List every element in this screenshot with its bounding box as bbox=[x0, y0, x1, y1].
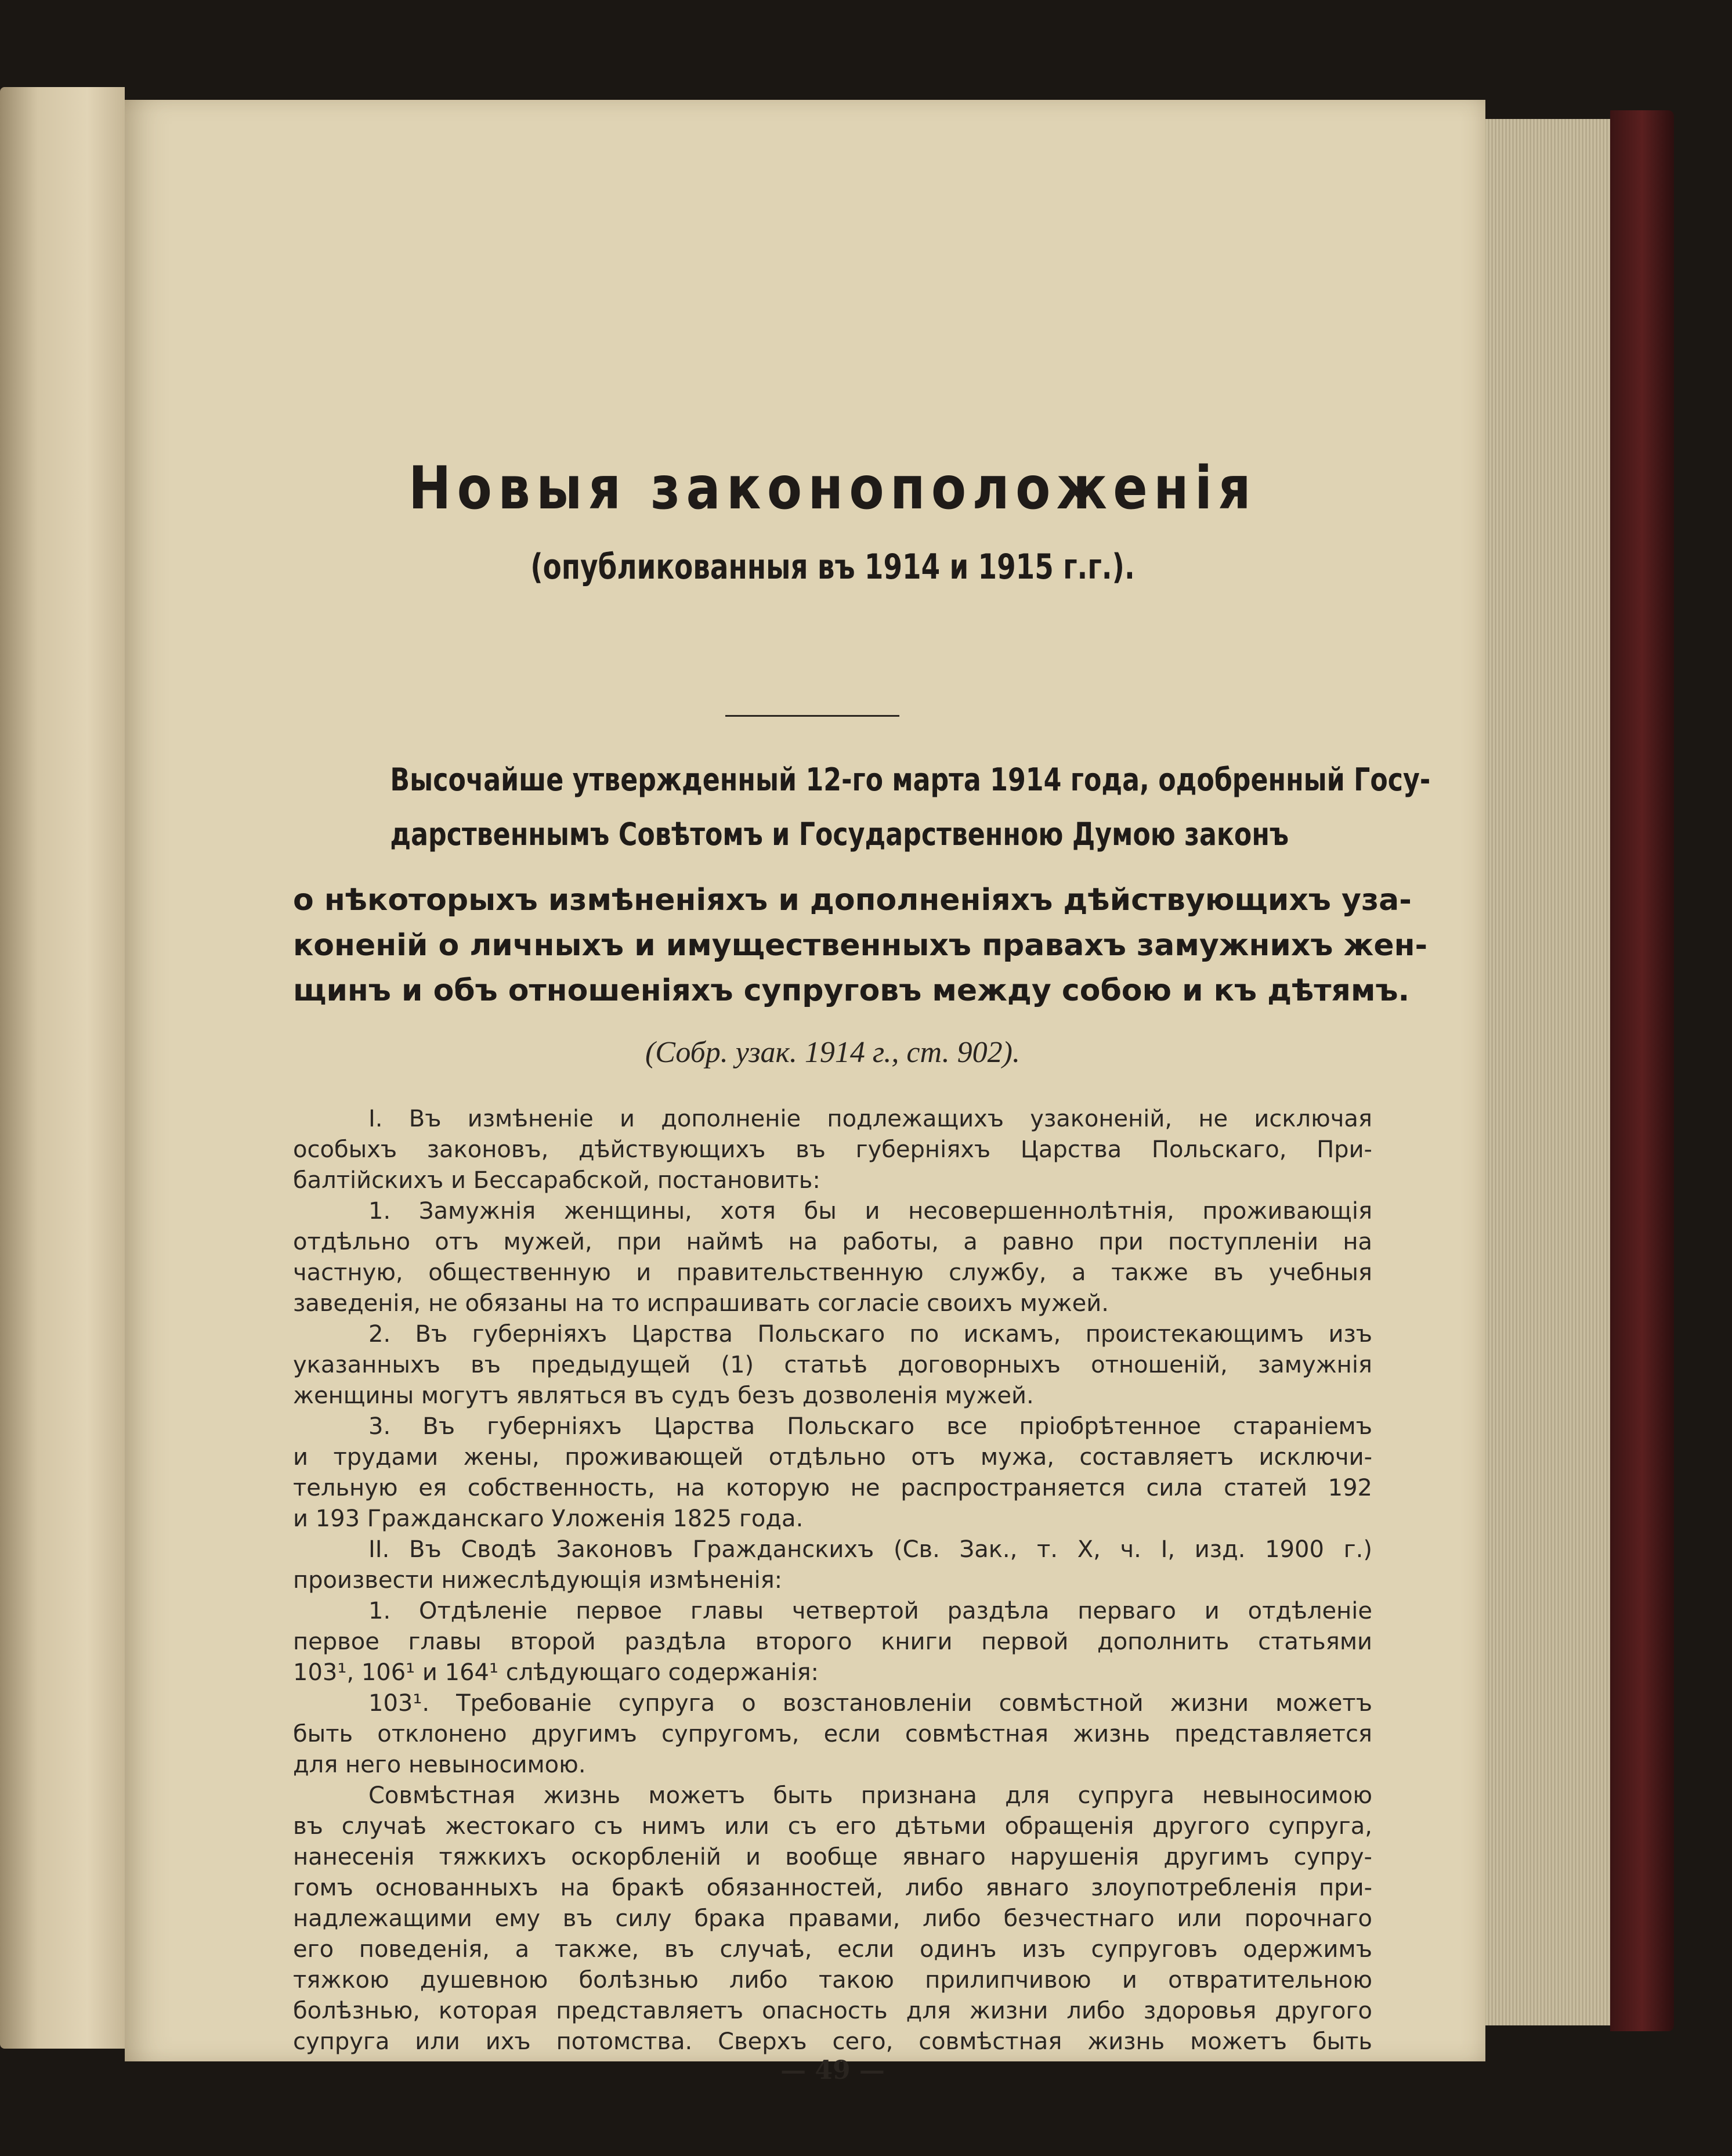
subject-line: о нѣкоторыхъ измѣненіяхъ и дополненіяхъ дѣйствующихъ уза- bbox=[293, 883, 1412, 918]
body-line: 1. Замужнія женщины, хотя бы и несовершеннолѣтнія, проживающія bbox=[368, 1198, 1372, 1225]
book-page bbox=[125, 100, 1485, 2085]
body-line: и трудами жены, проживающей отдѣльно отъ мужа, составляетъ исключи- bbox=[293, 1444, 1372, 1471]
body-line: женщины могутъ являться въ судъ безъ дозволенія мужей. bbox=[293, 1382, 1034, 1409]
body-line: произвести нижеслѣдующія измѣненія: bbox=[293, 1567, 783, 1594]
body-line: тельную ея собственность, на которую не распространяется сила статей 192 bbox=[293, 1475, 1372, 1501]
body-text bbox=[293, 1104, 1372, 2057]
title-divider bbox=[725, 715, 899, 717]
body-line: заведенія, не обязаны на то испрашивать согласіе своихъ мужей. bbox=[293, 1290, 1109, 1317]
body-line: его поведенія, а также, въ случаѣ, если одинъ изъ супруговъ одержимъ bbox=[293, 1936, 1372, 1963]
body-line: балтійскихъ и Бессарабской, постановить: bbox=[293, 1167, 820, 1194]
previous-page-edge bbox=[0, 87, 125, 2049]
body-line: особыхъ законовъ, дѣйствующихъ въ губерніяхъ Царства Польскаго, При- bbox=[293, 1136, 1372, 1163]
law-subject bbox=[293, 877, 1428, 1013]
body-line: и 193 Гражданскаго Уложенія 1825 года. bbox=[293, 1505, 804, 1532]
body-line: II. Въ Сводѣ Законовъ Гражданскихъ (Св. Зак., т. X, ч. I, изд. 1900 г.) bbox=[368, 1536, 1372, 1563]
body-line: 2. Въ губерніяхъ Царства Польскаго по искамъ, проистекающимъ изъ bbox=[368, 1321, 1372, 1348]
page-number: — 49 — bbox=[780, 2056, 885, 2085]
body-line: въ случаѣ жестокаго съ нимъ или съ его дѣтьми обращенія другого супруга, bbox=[293, 1813, 1372, 1840]
body-line: для него невыносимою. bbox=[293, 1751, 586, 1778]
heading-line: дарственнымъ Совѣтомъ и Государственною Думою законъ bbox=[390, 816, 1289, 853]
body-line: тяжкою душевною болѣзнью либо такою прилипчивою и отвратительною bbox=[293, 1967, 1372, 1994]
body-line: первое главы второй раздѣла второго книги первой дополнить статьями bbox=[293, 1628, 1372, 1655]
body-line: 1. Отдѣленіе первое главы четвертой раздѣла перваго и отдѣленіе bbox=[368, 1598, 1372, 1624]
subject-line: щинъ и объ отношеніяхъ супруговъ между собою и къ дѣтямъ. bbox=[293, 973, 1410, 1008]
page-block-edge bbox=[1485, 119, 1610, 2025]
body-line: указанныхъ въ предыдущей (1) статьѣ договорныхъ отношеній, замужнія bbox=[293, 1352, 1372, 1378]
heading-line: Высочайше утвержденный 12-го марта 1914 года, одобренный Госу- bbox=[390, 761, 1431, 798]
body-line: 103¹. Требованіе супруга о возстановленіи совмѣстной жизни можетъ bbox=[368, 1690, 1372, 1717]
page-title: Новыя законоположенія bbox=[408, 454, 1257, 523]
body-line: I. Въ измѣненіе и дополненіе подлежащихъ узаконеній, не исключая bbox=[368, 1106, 1372, 1132]
body-line: нанесенія тяжкихъ оскорбленій и вообще явнаго нарушенія другимъ супру- bbox=[293, 1844, 1372, 1870]
body-line: супруга или ихъ потомства. Сверхъ сего, совмѣстная жизнь можетъ быть bbox=[293, 2028, 1372, 2055]
body-line: 3. Въ губерніяхъ Царства Польскаго все пріобрѣтенное стараніемъ bbox=[368, 1413, 1372, 1440]
body-line: Совмѣстная жизнь можетъ быть признана для супруга невыносимою bbox=[368, 1782, 1372, 1809]
law-heading bbox=[293, 753, 1431, 862]
body-line: надлежащими ему въ силу брака правами, либо безчестнаго или порочнаго bbox=[293, 1905, 1372, 1932]
page-subtitle: (опубликованныя въ 1914 и 1915 г.г.). bbox=[530, 547, 1135, 587]
source-citation: (Собр. узак. 1914 г., ст. 902). bbox=[645, 1036, 1020, 1069]
body-line: 103¹, 106¹ и 164¹ слѣдующаго содержанія: bbox=[293, 1659, 819, 1686]
body-line: гомъ основанныхъ на бракѣ обязанностей, либо явнаго злоупотребленія при- bbox=[293, 1875, 1372, 1901]
book-binding bbox=[1610, 110, 1674, 2031]
body-line: болѣзнью, которая представляетъ опасность для жизни либо здоровья другого bbox=[293, 1998, 1372, 2024]
body-line: частную, общественную и правительственную службу, а также въ учебныя bbox=[293, 1259, 1372, 1286]
body-line: отдѣльно отъ мужей, при наймѣ на работы, а равно при поступленіи на bbox=[293, 1229, 1372, 1255]
body-line: быть отклонено другимъ супругомъ, если совмѣстная жизнь представляется bbox=[293, 1721, 1372, 1747]
subject-line: коненій о личныхъ и имущественныхъ правахъ замужнихъ жен- bbox=[293, 928, 1428, 963]
